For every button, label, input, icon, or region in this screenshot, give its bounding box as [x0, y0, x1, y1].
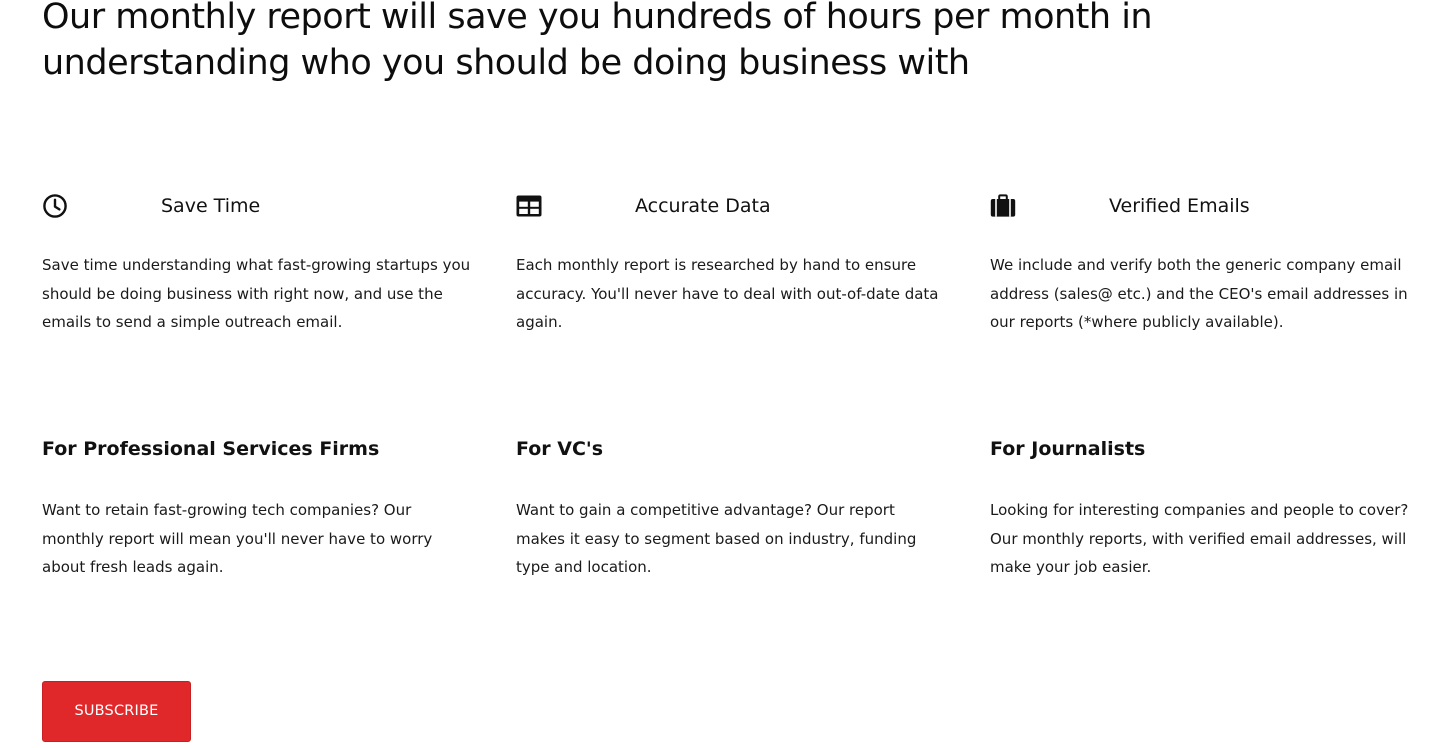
feature-title: Accurate Data [635, 195, 771, 217]
audience-title: For Journalists [990, 438, 1146, 460]
audience-description: Looking for interesting companies and people to cover? Our monthly reports, with verified email addresses, will make your job easier. [990, 501, 1409, 576]
audience-description: Want to gain a competitive advantage? Our report makes it easy to segment based on industry, funding type and location. [516, 501, 917, 576]
subscribe-button[interactable]: SUBSCRIBE [42, 681, 191, 742]
feature-description: We include and verify both the generic company email address (sales@ etc.) and the CEO's email addresses in our reports (*where publicly available). [990, 256, 1408, 331]
audience-journalists [990, 436, 1436, 582]
feature-accurate-data [516, 191, 946, 337]
audience-professional-services [42, 436, 472, 582]
audience-title: For Professional Services Firms [42, 438, 380, 460]
table-icon [516, 193, 542, 219]
feature-save-time [42, 191, 472, 337]
briefcase-icon [990, 193, 1016, 219]
feature-header [990, 191, 1436, 221]
audience-vcs [516, 436, 946, 582]
audience-title: For VC's [516, 438, 604, 460]
feature-title: Save Time [161, 195, 261, 217]
feature-description: Save time understanding what fast-growing startups you should be doing business with right now, and use the emails to send a simple outreach email. [42, 256, 471, 331]
clock-icon [42, 193, 68, 219]
feature-verified-emails [990, 191, 1436, 337]
feature-description: Each monthly report is researched by hand to ensure accuracy. You'll never have to deal with out-of-date data again. [516, 256, 939, 331]
feature-title: Verified Emails [1109, 195, 1250, 217]
feature-header [516, 191, 946, 221]
audience-description: Want to retain fast-growing tech companies? Our monthly report will mean you'll never have to worry about fresh leads again. [42, 501, 433, 576]
page-headline: Our monthly report will save you hundreds of hours per month in understanding who you should be doing business with [42, 0, 1153, 83]
feature-header [42, 191, 472, 221]
